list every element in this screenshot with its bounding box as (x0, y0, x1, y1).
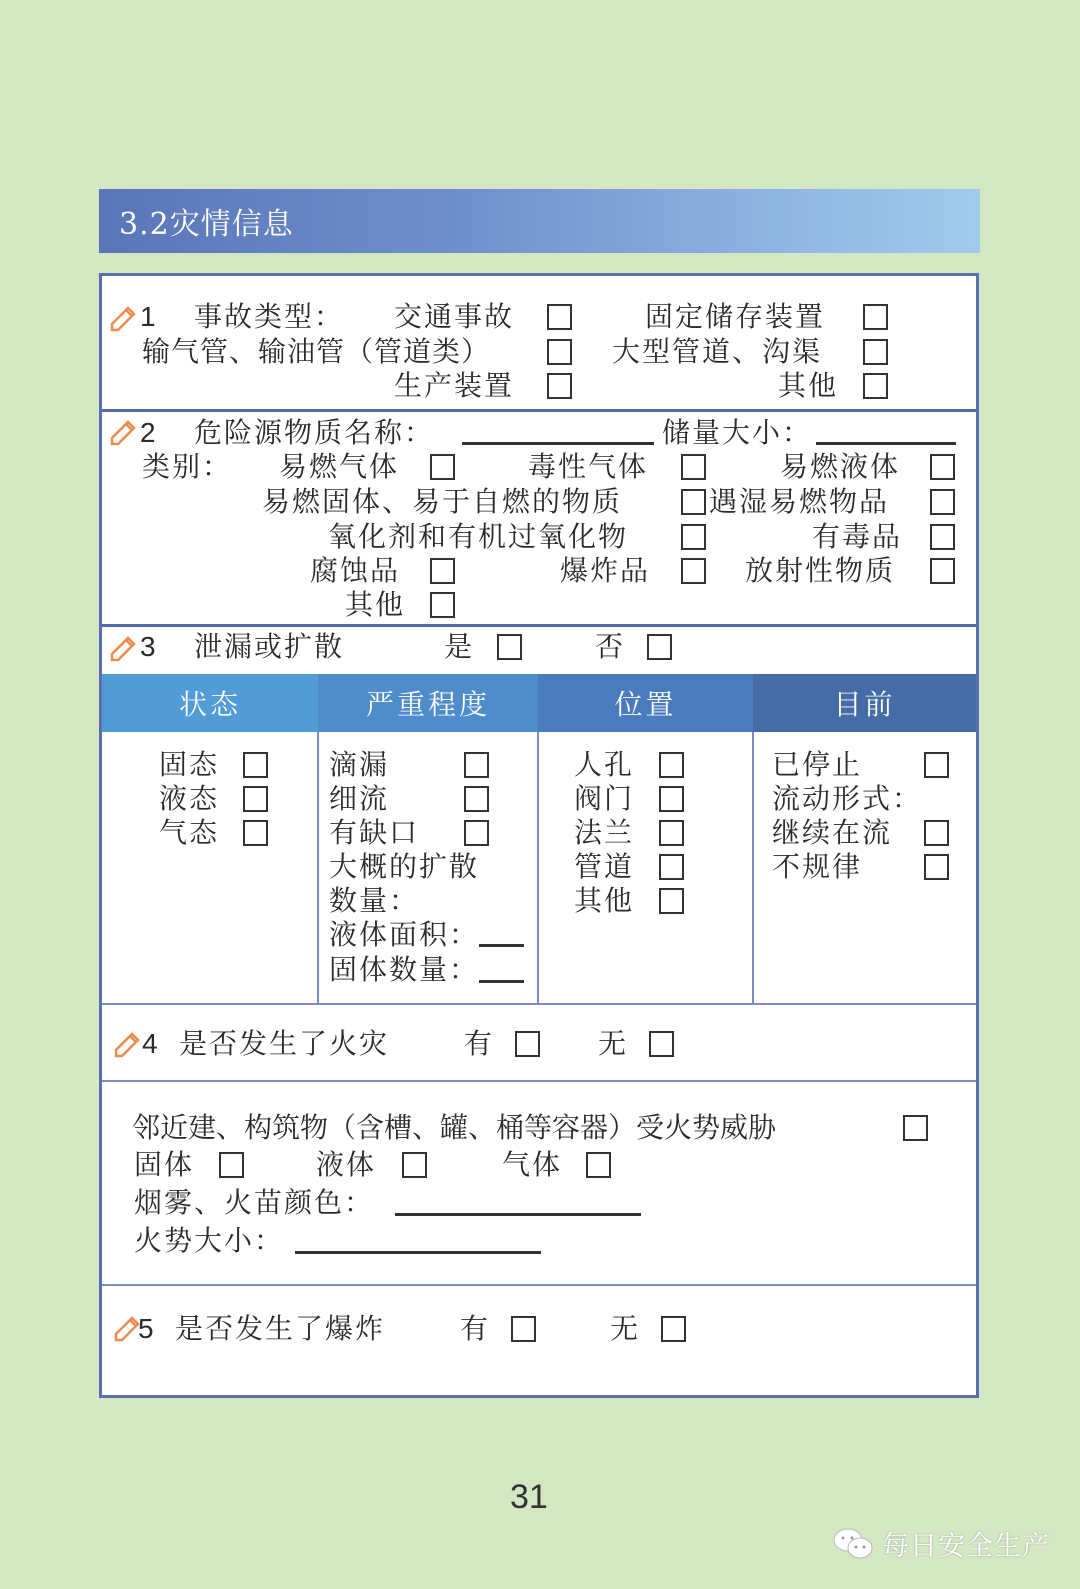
pencil-icon (108, 636, 136, 664)
section-2-number: 2 (140, 417, 156, 448)
checkbox-oxidizer[interactable] (681, 524, 706, 550)
section-title: 3.2灾情信息 (119, 207, 294, 242)
checkbox-state-gas[interactable] (243, 820, 268, 846)
liquid-area-label: 液体面积： (329, 918, 480, 951)
fire-occurred-label: 是否发生了火灾 (179, 1027, 390, 1060)
current-irregular-label: 不规律 (772, 850, 863, 883)
opt-flammable-gas-label: 易燃气体 (279, 450, 400, 483)
accident-type-label: 事故类型： (194, 300, 345, 333)
flow-form-label: 流动形式： (772, 782, 923, 815)
location-pipe-label: 管道 (574, 850, 635, 883)
liquid-area-field[interactable] (479, 944, 524, 947)
checkbox-toxic[interactable] (930, 524, 955, 550)
section-4-number: 4 (142, 1028, 158, 1059)
checkbox-severity-trickle[interactable] (464, 786, 489, 812)
page-number: 31 (510, 1478, 548, 1516)
explosion-occurred-label: 是否发生了爆炸 (175, 1312, 386, 1345)
checkbox-flammable-solid[interactable] (681, 489, 706, 515)
severity-spread-label: 大概的扩散 (329, 850, 480, 883)
pencil-icon (112, 1032, 140, 1060)
checkbox-current-stopped[interactable] (924, 752, 949, 778)
severity-quantity-label: 数量： (329, 884, 420, 917)
header-severity: 严重程度 (318, 674, 538, 732)
column-divider (752, 732, 754, 1004)
checkbox-location-pipe[interactable] (659, 854, 684, 880)
opt-corrosive-label: 腐蚀品 (310, 554, 401, 587)
checkbox-location-manhole[interactable] (659, 752, 684, 778)
location-manhole-label: 人孔 (574, 748, 635, 781)
checkbox-fire-gas[interactable] (586, 1152, 611, 1178)
smoke-color-field[interactable] (395, 1213, 641, 1216)
checkbox-explosion-yes[interactable] (511, 1316, 536, 1342)
severity-breach-label: 有缺口 (329, 816, 420, 849)
checkbox-leak-yes[interactable] (497, 634, 522, 660)
checkbox-explosion-no[interactable] (661, 1316, 686, 1342)
opt-flammable-solid-label: 易燃固体、易于自燃的物质 (262, 485, 623, 518)
checkbox-toxic-gas[interactable] (681, 454, 706, 480)
fire-solid-label: 固体 (134, 1148, 195, 1181)
column-divider (537, 732, 539, 1004)
watermark-text: 每日安全生产 (882, 1531, 1050, 1562)
checkbox-fire-liquid[interactable] (402, 1152, 427, 1178)
opt-oxidizer-label: 氧化剂和有机过氧化物 (328, 520, 629, 553)
fire-gas-label: 气体 (502, 1148, 563, 1181)
substance-name-field[interactable] (462, 442, 654, 445)
disaster-info-form (99, 273, 979, 1398)
category-label: 类别： (142, 450, 233, 483)
watermark (832, 1524, 1050, 1563)
checkbox-explosive[interactable] (681, 558, 706, 584)
checkbox-fire-solid[interactable] (219, 1152, 244, 1178)
leak-spread-label: 泄漏或扩散 (194, 630, 345, 663)
explosion-no-label: 无 (610, 1312, 641, 1345)
opt-yes-label: 是 (444, 630, 475, 663)
checkbox-production[interactable] (547, 373, 572, 399)
header-state: 状态 (102, 674, 318, 732)
divider (102, 1080, 976, 1082)
checkbox-state-liquid[interactable] (243, 786, 268, 812)
fire-liquid-label: 液体 (316, 1148, 377, 1181)
divider (102, 1003, 976, 1005)
checkbox-wet-flammable[interactable] (930, 489, 955, 515)
storage-size-label: 储量大小： (662, 416, 813, 449)
column-divider (317, 732, 319, 1004)
severity-drip-label: 滴漏 (329, 748, 390, 781)
pencil-icon (108, 306, 136, 334)
current-flowing-label: 继续在流 (772, 816, 893, 849)
checkbox-flammable-gas[interactable] (430, 454, 455, 480)
opt-radioactive-label: 放射性物质 (745, 554, 896, 587)
opt-other-label: 其他 (778, 369, 839, 402)
section-1-number: 1 (140, 301, 156, 332)
checkbox-current-flowing[interactable] (924, 820, 949, 846)
checkbox-flammable-liquid[interactable] (930, 454, 955, 480)
location-flange-label: 法兰 (574, 816, 635, 849)
divider (102, 624, 976, 627)
opt-other-substance-label: 其他 (345, 588, 406, 621)
opt-toxic-gas-label: 毒性气体 (528, 450, 649, 483)
status-table-header (102, 674, 976, 732)
checkbox-fixed-storage[interactable] (863, 304, 888, 330)
severity-trickle-label: 细流 (329, 782, 390, 815)
divider (102, 1284, 976, 1286)
opt-production-label: 生产装置 (394, 369, 515, 402)
current-stopped-label: 已停止 (772, 748, 863, 781)
fire-size-field[interactable] (295, 1251, 541, 1254)
checkbox-large-pipe[interactable] (863, 339, 888, 365)
fire-threat-label: 邻近建、构筑物（含槽、罐、桶等容器）受火势威胁 (132, 1111, 777, 1144)
solid-quantity-label: 固体数量： (329, 953, 480, 986)
state-liquid-label: 液态 (159, 782, 220, 815)
state-solid-label: 固态 (159, 748, 220, 781)
checkbox-location-flange[interactable] (659, 820, 684, 846)
opt-wet-flammable-label: 遇湿易燃物品 (709, 485, 890, 518)
checkbox-other-accident[interactable] (863, 373, 888, 399)
checkbox-fire-no[interactable] (649, 1031, 674, 1057)
checkbox-leak-no[interactable] (647, 634, 672, 660)
fire-size-label: 火势大小： (134, 1224, 285, 1257)
fire-no-label: 无 (598, 1027, 629, 1060)
solid-quantity-field[interactable] (479, 980, 524, 983)
checkbox-severity-drip[interactable] (464, 752, 489, 778)
checkbox-radioactive[interactable] (930, 558, 955, 584)
opt-pipeline-label: 输气管、输油管（管道类） (142, 335, 491, 368)
checkbox-corrosive[interactable] (430, 558, 455, 584)
section-title-bar (99, 189, 980, 253)
opt-traffic-label: 交通事故 (394, 300, 515, 333)
pencil-icon (108, 420, 136, 448)
substance-name-label: 危险源物质名称： (194, 416, 435, 449)
checkbox-fire-threat[interactable] (903, 1115, 928, 1141)
opt-toxic-label: 有毒品 (812, 520, 903, 553)
checkbox-state-solid[interactable] (243, 752, 268, 778)
opt-large-pipe-label: 大型管道、沟渠 (612, 335, 823, 368)
checkbox-fire-yes[interactable] (515, 1031, 540, 1057)
state-gas-label: 气态 (159, 816, 220, 849)
opt-flammable-liquid-label: 易燃液体 (780, 450, 901, 483)
opt-explosive-label: 爆炸品 (560, 554, 651, 587)
header-location: 位置 (538, 674, 753, 732)
checkbox-traffic[interactable] (547, 304, 572, 330)
wechat-icon (832, 1526, 876, 1562)
checkbox-other-substance[interactable] (430, 592, 455, 618)
checkbox-location-valve[interactable] (659, 786, 684, 812)
location-other-label: 其他 (574, 884, 635, 917)
header-current: 目前 (753, 674, 976, 732)
section-3-number: 3 (140, 631, 156, 662)
checkbox-current-irregular[interactable] (924, 854, 949, 880)
opt-no-label: 否 (595, 630, 626, 663)
checkbox-location-other[interactable] (659, 888, 684, 914)
checkbox-severity-breach[interactable] (464, 820, 489, 846)
smoke-color-label: 烟雾、火苗颜色： (134, 1186, 375, 1219)
explosion-yes-label: 有 (460, 1312, 491, 1345)
storage-size-field[interactable] (816, 442, 956, 445)
fire-yes-label: 有 (464, 1027, 495, 1060)
opt-fixed-storage-label: 固定储存装置 (645, 300, 826, 333)
location-valve-label: 阀门 (574, 782, 635, 815)
divider (102, 409, 976, 412)
pencil-icon (112, 1316, 140, 1344)
checkbox-pipeline[interactable] (547, 339, 572, 365)
section-5-number: 5 (138, 1313, 154, 1344)
